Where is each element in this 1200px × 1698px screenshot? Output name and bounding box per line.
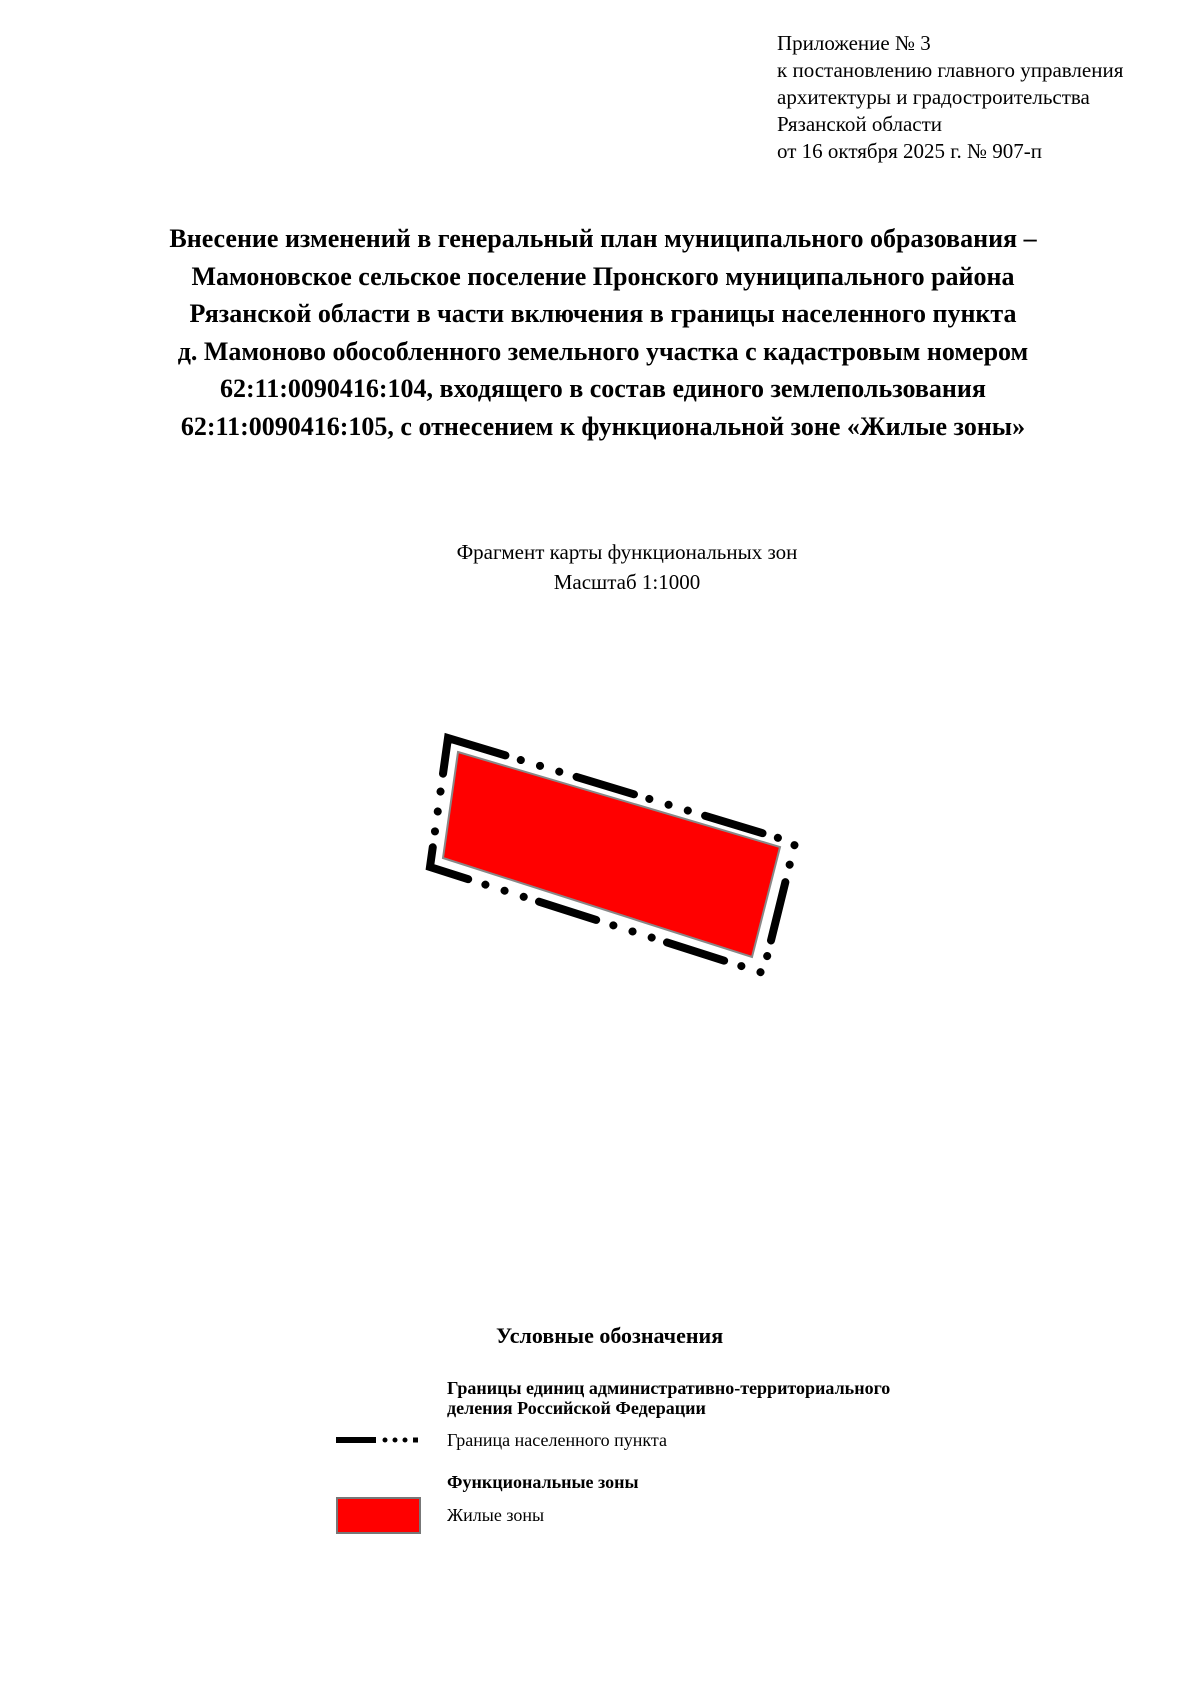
legend-residential-label: Жилые зоны xyxy=(447,1505,545,1525)
legend-title: Условные обозначения xyxy=(496,1323,724,1348)
annex-line: к постановлению главного управления xyxy=(777,58,1124,82)
annex-line: архитектуры и градостроительства xyxy=(777,85,1090,109)
annex-line: Рязанской области xyxy=(777,112,943,136)
title-line: д. Мамоново обособленного земельного участка с кадастровым номером xyxy=(177,336,1029,366)
residential-zone-symbol-icon xyxy=(336,1497,421,1534)
annex-line: от 16 октября 2025 г. № 907-п xyxy=(777,139,1042,163)
legend-group-admin-heading: Границы единиц административно-территориального xyxy=(447,1378,891,1398)
legend-group-admin-heading-2: деления Российской Федерации xyxy=(447,1398,706,1418)
map-scale: Масштаб 1:1000 xyxy=(553,570,701,594)
legend-boundary-label: Граница населенного пункта xyxy=(447,1430,667,1450)
title-line: Мамоновское сельское поселение Пронского муниципального района xyxy=(191,261,1015,291)
annex-line: Приложение № 3 xyxy=(777,31,931,55)
title-line: Рязанской области в части включения в границы населенного пункта xyxy=(189,299,1017,329)
map-caption: Фрагмент карты функциональных зон xyxy=(456,540,798,564)
legend-group-zones-heading: Функциональные зоны xyxy=(447,1472,639,1492)
title-line: 62:11:0090416:105, с отнесением к функциональной зоне «Жилые зоны» xyxy=(180,411,1026,441)
title-line: 62:11:0090416:104, входящего в состав единого землепользования xyxy=(220,374,986,404)
title-line: Внесение изменений в генеральный план муниципального образования – xyxy=(169,224,1037,253)
settlement-boundary-symbol-icon xyxy=(336,1436,420,1444)
